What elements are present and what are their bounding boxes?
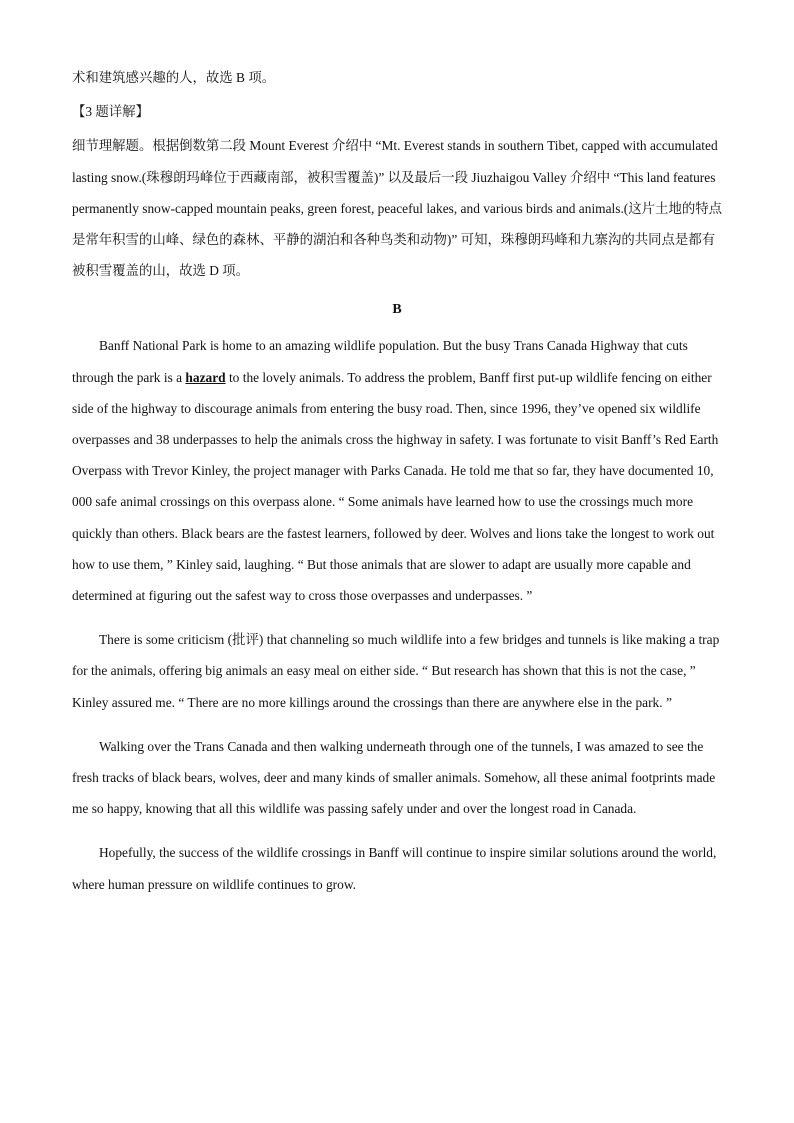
passage-paragraph-4: Hopefully, the success of the wildlife crossings in Banff will continue to inspire similar solutions around the world, where human pressure on wildlife continues to grow. (72, 845, 717, 892)
spacer (72, 824, 722, 837)
passage-paragraph-2: There is some criticism (批评) that channeling so much wildlife into a few bridges and tunnels is like making a trap for the animals, offering big animals an easy meal on either side. “ But research has shown that this is not the case, ” Kinley assured me. “ There are no more killings around the crossings than there are anywhere else in the park. ” (72, 632, 720, 710)
question-3-explanation: 细节理解题。根据倒数第二段 Mount Everest 介绍中 “Mt. Everest stands in southern Tibet, capped with accumulated lasting snow.(珠穆朗玛峰位于西藏南部，被积雪覆盖)” 以及最后一段 Jiuzhaigou Valley 介绍中 “This land features permanently snow-capped mountain peaks, green forest, peaceful lakes, and various birds and animals.(这片土地的特点是常年积雪的山峰、绿色的森林、平静的湖泊和各种鸟类和动物)” 可知，珠穆朗玛峰和九寨沟的共同点是都有被积雪覆盖的山，故选 D 项。 (72, 138, 723, 279)
section-title-b: B (392, 302, 402, 318)
passage-paragraph-3: Walking over the Trans Canada and then walking underneath through one of the tunnels, I was amazed to see the fresh tracks of black bears, wolves, deer and many kinds of smaller animals. Somehow, all these animal footprints made me so happy, knowing that all this wildlife was passing safely under and over the longest road in Canada. (72, 738, 716, 817)
intro-line: 术和建筑感兴趣的人，故选 B 项。 (72, 70, 276, 85)
spacer (72, 611, 722, 624)
keyword-hazard: hazard (185, 369, 226, 385)
paragraph-1-text-before: Banff National Park is home to an amazing wildlife population. But the busy Trans Canada Highway that cuts through the park is a (72, 338, 688, 385)
passage-paragraph-1 (72, 330, 722, 611)
question-3-heading: 【3 题详解】 (72, 104, 149, 120)
paragraph-1-text-after: to the lovely animals. To address the problem, Banff first put-up wildlife fencing on either side of the highway to discourage animals from entering the busy road. Then, since 1996, they’ve opened six wildlife overpasses and 38 underpasses to help the animals cross the highway in safety. I was fortunate to visit Banff’s Red Earth Overpass with Trevor Kinley, the project manager with Parks Canada. He told me that so far, they have documented 10, 000 safe animal crossings on this overpass alone. “ Some animals have learned how to use the crossings much more quickly than others. Black bears are the fastest learners, followed by deer. Wolves and lions take the longest to work out how to use them, ” Kinley said, laughing. “ But those animals that are slower to adapt are usually more capable and determined at figuring out the safest way to cross those overpasses and underpasses. ” (72, 369, 719, 604)
spacer (72, 718, 722, 731)
document-page (72, 62, 722, 900)
